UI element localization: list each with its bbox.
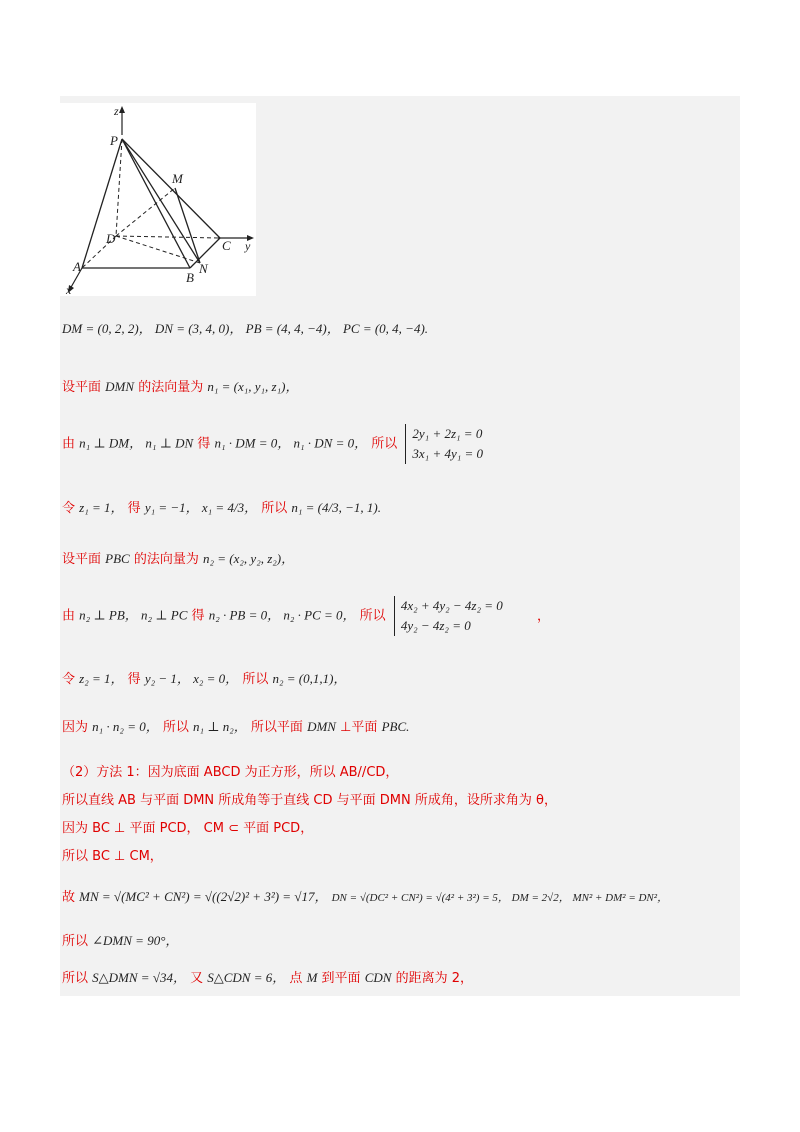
- pyramid-figure: [60, 103, 256, 296]
- math: DN = √(DC² + CN²) = √(4² + 3²) = 5， DM = 2√2， MN² + DM² = DN²，: [331, 892, 669, 904]
- equation-system-2: [394, 596, 503, 636]
- label-M: M: [172, 171, 183, 186]
- vector-coordinates: DM = (0, 2, 2)， DN = (3, 4, 0)， PB = (4, 4, −4)， PC = (0, 4, −4).: [62, 321, 429, 336]
- label-P: P: [110, 133, 118, 148]
- text: 所以: [242, 672, 269, 687]
- text: 点: [289, 971, 303, 986]
- math: S△CDN = 6，: [207, 970, 286, 985]
- equation: 2y₁ + 2z₁ = 0: [412, 426, 483, 441]
- pyramid-diagram: [60, 103, 256, 296]
- text: 得: [127, 672, 141, 687]
- label-B: B: [186, 270, 194, 285]
- label-C: C: [222, 238, 231, 253]
- equation: 3x₁ + 4y₁ = 0: [412, 446, 484, 461]
- right-angle-line: [62, 930, 178, 949]
- math: n₁ · DM = 0， n₁ · DN = 0，: [214, 435, 368, 451]
- solution-n2-line: [62, 668, 346, 687]
- math: y₁ = −1， x₁ = 4/3，: [144, 500, 258, 515]
- perpendicular-condition-line-1: [62, 424, 483, 464]
- normal-vector-dmn-line: [62, 376, 298, 395]
- text: 得: [191, 608, 205, 624]
- math: n₁ = (x₁, y₁, z₁)，: [207, 379, 299, 394]
- math: DMN: [105, 379, 135, 394]
- text: 令: [62, 672, 76, 687]
- length-computation-line: [62, 886, 668, 905]
- conclusion-perpendicular-line: [62, 716, 409, 735]
- area-distance-line: [62, 967, 473, 986]
- text: 设平面: [62, 552, 102, 567]
- text: 所以: [62, 971, 89, 986]
- vector-coordinates-line: [62, 318, 428, 337]
- math: n₂ ⊥ PB， n₂ ⊥ PC: [79, 607, 188, 623]
- bc-perpendicular-line: 因为 BC ⊥ 平面 PCD， CM ⊂ 平面 PCD，: [62, 821, 314, 836]
- math: CDN: [364, 970, 392, 985]
- text: 设平面: [62, 380, 102, 395]
- text: 由: [62, 436, 76, 452]
- math: z₁ = 1，: [79, 500, 124, 515]
- math: MN = √(MC² + CN²) = √((2√2)² + 3²) = √17，: [79, 889, 328, 904]
- bc-cm-line: 所以 BC ⊥ CM，: [62, 849, 163, 864]
- text: 的法向量为: [133, 552, 199, 567]
- equation-system-1: [405, 424, 483, 464]
- text: ⊥平面: [340, 720, 378, 735]
- text: 得: [127, 501, 141, 516]
- math: n₁ · n₂ = 0，: [92, 719, 159, 734]
- math: n₁ ⊥ n₂，: [193, 719, 247, 734]
- label-z: z: [114, 104, 119, 118]
- math: DMN: [307, 719, 336, 734]
- math: n₂ = (x₂, y₂, z₂)，: [203, 551, 295, 566]
- perpendicular-condition-line-2: [62, 596, 550, 636]
- equation: 4x₂ + 4y₂ − 4z₂ = 0: [400, 598, 503, 613]
- text: 由: [62, 608, 76, 624]
- math: n₂ = (0,1,1)，: [272, 671, 347, 686]
- label-N: N: [199, 261, 208, 276]
- text: ，: [536, 608, 550, 624]
- text: 故: [62, 890, 76, 905]
- text: 因为: [62, 720, 89, 735]
- text: 到平面: [321, 971, 361, 986]
- text: 得: [197, 436, 211, 452]
- text: 所以: [261, 501, 288, 516]
- label-D: D: [106, 231, 116, 246]
- math: n₁ ⊥ DM， n₁ ⊥ DN: [79, 435, 194, 451]
- label-y: y: [245, 239, 251, 253]
- math: PBC.: [381, 719, 410, 734]
- text: 令: [62, 501, 76, 516]
- text: 所以: [371, 436, 398, 452]
- method-1-line: （2）方法 1：因为底面 ABCD 为正方形，所以 AB//CD，: [62, 765, 399, 780]
- label-A: A: [73, 259, 81, 274]
- math: M: [306, 970, 318, 985]
- math: PBC: [105, 551, 130, 566]
- angle-equivalence-line: 所以直线 AB 与平面 DMN 所成角等于直线 CD 与平面 DMN 所成角，设所求角为 θ，: [62, 793, 557, 808]
- text: 又: [190, 971, 204, 986]
- text: 所以: [162, 720, 189, 735]
- math: ∠DMN = 90°，: [92, 933, 179, 948]
- normal-vector-pbc-line: [62, 548, 294, 567]
- math: S△DMN = √34，: [92, 970, 186, 985]
- text: 的距离为 2，: [395, 971, 473, 986]
- text: 所以平面: [250, 720, 303, 735]
- text: 所以: [62, 934, 89, 949]
- math: y₂ − 1， x₂ = 0，: [144, 671, 239, 686]
- label-x: x: [66, 283, 72, 296]
- math: n₁ = (4/3, −1, 1).: [291, 500, 381, 515]
- solution-n1-line: [62, 497, 381, 516]
- math: z₂ = 1，: [79, 671, 124, 686]
- text: 所以: [359, 608, 386, 624]
- math: n₂ · PB = 0， n₂ · PC = 0，: [208, 607, 356, 623]
- equation: 4y₂ − 4z₂ = 0: [400, 618, 471, 633]
- text: 的法向量为: [138, 380, 204, 395]
